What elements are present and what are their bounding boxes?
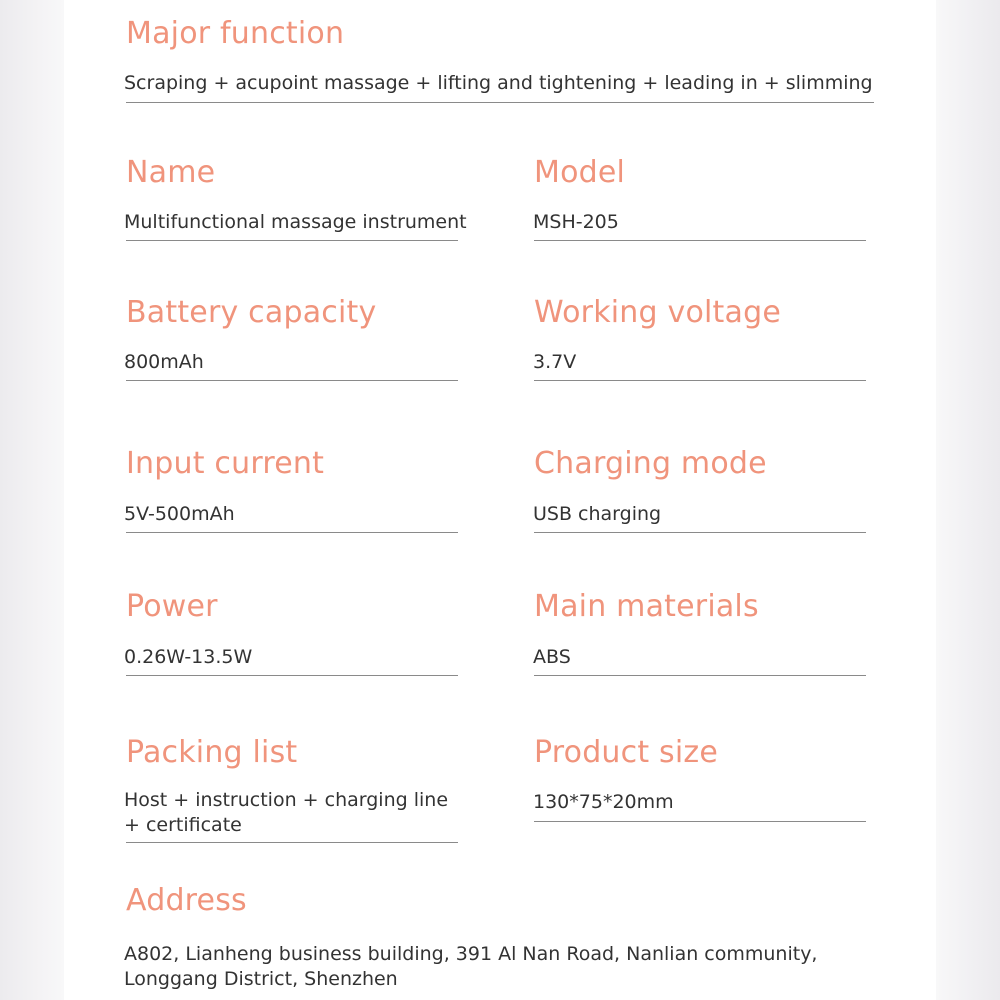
address-line1: A802, Lianheng business building, 391 Al Nan Road, Nanlian community, <box>124 943 818 965</box>
battery-capacity-value: 800mAh <box>124 351 204 373</box>
main-materials-divider <box>534 675 866 676</box>
working-voltage-heading: Working voltage <box>534 295 781 330</box>
product-size-heading: Product size <box>534 735 719 770</box>
charging-mode-heading: Charging mode <box>534 446 767 481</box>
model-divider <box>534 240 866 241</box>
packing-list-value-line2: + certificate <box>124 814 242 836</box>
working-voltage-value: 3.7V <box>533 351 577 373</box>
model-value: MSH-205 <box>533 211 619 233</box>
major-function-heading: Major function <box>126 16 345 51</box>
spec-sheet-panel <box>64 0 936 1000</box>
main-materials-value: ABS <box>533 646 571 668</box>
main-materials-heading: Main materials <box>534 589 759 624</box>
name-divider <box>126 240 458 241</box>
name-value: Multifunctional massage instrument <box>124 211 467 233</box>
input-current-heading: Input current <box>126 446 325 481</box>
battery-capacity-divider <box>126 380 458 381</box>
packing-list-heading: Packing list <box>126 735 298 770</box>
power-divider <box>126 675 458 676</box>
major-function-divider <box>126 102 874 103</box>
name-heading: Name <box>126 155 216 190</box>
power-value: 0.26W-13.5W <box>124 646 253 668</box>
address-line2: Longgang District, Shenzhen <box>124 968 398 990</box>
charging-mode-divider <box>534 532 866 533</box>
packing-list-value-line1: Host + instruction + charging line <box>124 789 449 811</box>
charging-mode-value: USB charging <box>533 503 662 525</box>
model-heading: Model <box>534 155 626 190</box>
product-size-value: 130*75*20mm <box>533 791 674 813</box>
input-current-divider <box>126 532 458 533</box>
working-voltage-divider <box>534 380 866 381</box>
product-size-divider <box>534 821 866 822</box>
power-heading: Power <box>126 589 218 624</box>
address-heading: Address <box>126 883 247 918</box>
battery-capacity-heading: Battery capacity <box>126 295 377 330</box>
input-current-value: 5V-500mAh <box>124 503 235 525</box>
major-function-value: Scraping + acupoint massage + lifting and tightening + leading in + slimming <box>124 72 873 94</box>
packing-list-divider <box>126 842 458 843</box>
